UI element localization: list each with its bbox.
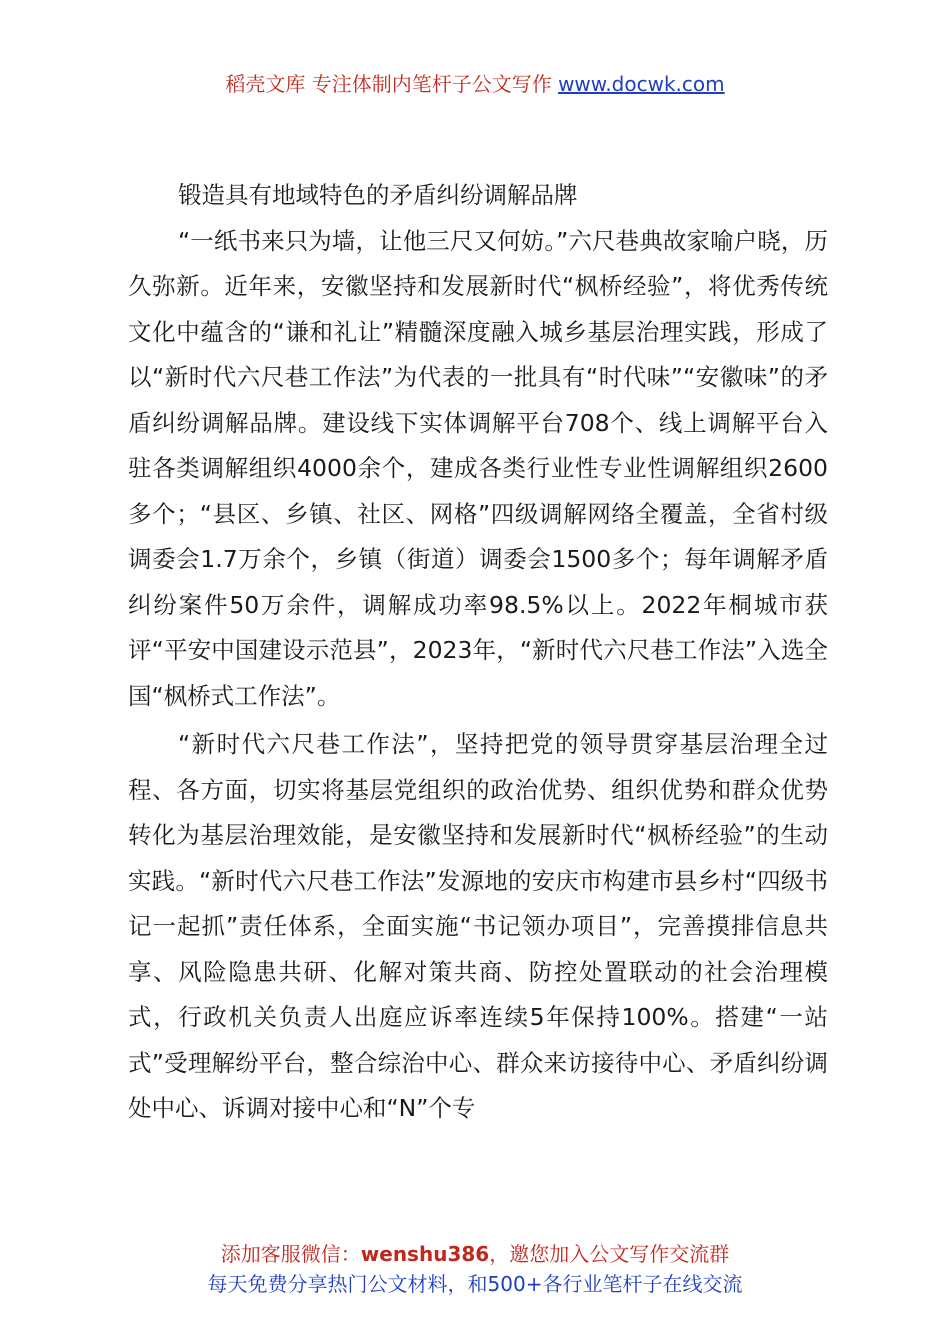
page-header	[0, 70, 950, 98]
wechat-id: wenshu386	[360, 1242, 490, 1266]
footer-contact-suffix: ，邀您加入公文写作交流群	[489, 1242, 730, 1266]
paragraph-2: “新时代六尺巷工作法”，坚持把党的领导贯穿基层治理全过程、各方面，切实将基层党组织的政治优势、组织优势和群众优势转化为基层治理效能，是安徽坚持和发展新时代“枫桥经验”的生动实践。“新时代六尺巷工作法”发源地的安庆市构建市县乡村“四级书记一起抓”责任体系，全面实施“书记领办项目”，完善摸排信息共享、风险隐患共研、化解对策共商、防控处置联动的社会治理模式，行政机关负责人出庭应诉率连续5年保持100%。搭建“一站式”受理解纷平台，整合综治中心、群众来访接待中心、矛盾纠纷调处中心、诉调对接中心和“N”个专	[128, 730, 828, 1122]
article-body	[128, 173, 828, 1132]
site-link[interactable]: www.docwk.com	[558, 72, 725, 96]
footer-promo-line: 每天免费分享热门公文材料，和500+各行业笔杆子在线交流	[207, 1272, 743, 1296]
paragraph-1: “一纸书来只为墙，让他三尺又何妨。”六尺巷典故家喻户晓，历久弥新。近年来，安徽坚持和发展新时代“枫桥经验”，将优秀传统文化中蕴含的“谦和礼让”精髓深度融入城乡基层治理实践，形成了以“新时代六尺巷工作法”为代表的一批具有“时代味”“安徽味”的矛盾纠纷调解品牌。建设线下实体调解平台708个、线上调解平台入驻各类调解组织4000余个，建成各类行业性专业性调解组织2600多个；“县区、乡镇、社区、网格”四级调解网络全覆盖，全省村级调委会1.7万余个，乡镇（街道）调委会1500多个；每年调解矛盾纠纷案件50万余件，调解成功率98.5%以上。2022年桐城市获评“平安中国建设示范县”，2023年，“新时代六尺巷工作法”入选全国“枫桥式工作法”。	[128, 226, 828, 710]
footer-contact-line	[0, 1239, 950, 1269]
article-title: 锻造具有地域特色的矛盾纠纷调解品牌	[178, 181, 578, 209]
brand-tagline: 稻壳文库 专注体制内笔杆子公文写作	[225, 72, 552, 96]
page-footer	[0, 1239, 950, 1299]
footer-contact-prefix: 添加客服微信：	[220, 1242, 361, 1266]
